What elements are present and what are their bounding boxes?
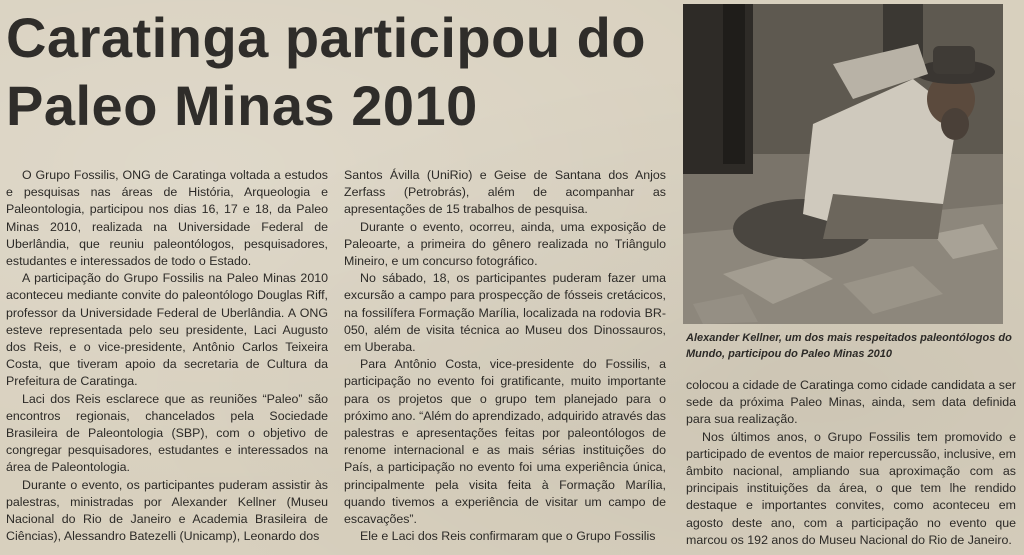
photo-illustration [683,4,1003,324]
article-column-2 [344,167,666,545]
paragraph: Nos últimos anos, o Grupo Fossilis tem promovido e participado de eventos de maior repercussão, inclusive, em âmbito nacional, ampliando sua aproximação com as principais instituições da área, o que tem lhe rendido destaque e importantes convites, como aconteceu em agosto deste ano, com a participação no evento que marcou os 192 anos do Museu Nacional do Rio de Janeiro. [686,429,1016,547]
article-photo [683,4,1003,324]
photo-caption: Alexander Kellner, um dos mais respeitados paleontólogos do Mundo, participou do Paleo Minas 2010 [686,332,1012,360]
paragraph: O Grupo Fossilis, ONG de Caratinga voltada a estudos e pesquisas nas áreas de História, Arqueologia e Paleontologia, participou nos dias 16, 17 e 18, da Paleo Minas 2010, realizada na Universidade Federal de Uberlândia, que reuniu paleontólogos, pesquisadores, estudantes e interessados de todo o Estado. [6,168,328,269]
paragraph: colocou a cidade de Caratinga como cidade candidata a ser sede da próxima Paleo Minas, ainda, sem data definida para sua realização. [686,378,1016,427]
article-column-1 [6,167,328,545]
paragraph: No sábado, 18, os participantes puderam fazer uma excursão a campo para prospecção de fósseis cretácicos, na fossilífera Formação Marília, localizada na rodovia BR-050, além de visita técnica ao Museu dos Dinossauros, em Uberaba. [344,271,666,355]
paragraph: Santos Ávilla (UniRio) e Geise de Santana dos Anjos Zerfass (Petrobrás), além de acompanhar as apresentações de 15 trabalhos de pesquisa. [344,168,666,217]
paragraph: Ele e Laci dos Reis confirmaram que o Grupo Fossilis [360,529,656,544]
paragraph: Para Antônio Costa, vice-presidente do Fossilis, a participação no evento foi gratificante, muito importante para os projetos que o grupo tem planejado para o próximo ano. “Além do aprendizado, adquirido através das palestras e apresentações feitas por paleontólogos de renome internacional e as mais sérias instituições do País, a participação no evento foi uma experiência única, principalmente pela visita feita à Formação Marília, quando tivemos a experiência de visitar um campo de escavações”. [344,357,666,527]
article-headline: Caratinga participou do Paleo Minas 2010 [6,6,646,137]
paragraph: Durante o evento, os participantes puderam assistir às palestras, ministradas por Alexander Kellner (Museu Nacional do Rio de Janeiro e Academia Brasileira de Ciências), Alessandro Batezelli (Unicamp), Leonardo dos [6,477,328,544]
paragraph: Durante o evento, ocorreu, ainda, uma exposição de Paleoarte, a primeira do gênero realizada no Triângulo Mineiro, e um concurso fotográfico. [344,219,666,269]
paragraph: Laci dos Reis esclarece que as reuniões “Paleo” são encontros regionais, chancelados pela Sociedade Brasileira de Paleontologia (SBP), com o objetivo de congregar pesquisadores, estudantes e interessados na área de Paleontologia. [6,391,328,475]
paragraph: A participação do Grupo Fossilis na Paleo Minas 2010 aconteceu mediante convite do paleontólogo Douglas Riff, professor da Universidade Federal de Uberlândia. A ONG esteve representada pelo seu presidente, Laci Augusto dos Reis, e o vice-presidente, Antônio Carlos Teixeira Costa, que tiveram apoio da secretaria de Cultura da Prefeitura de Caratinga. [6,271,328,389]
article-column-3 [686,377,1016,549]
